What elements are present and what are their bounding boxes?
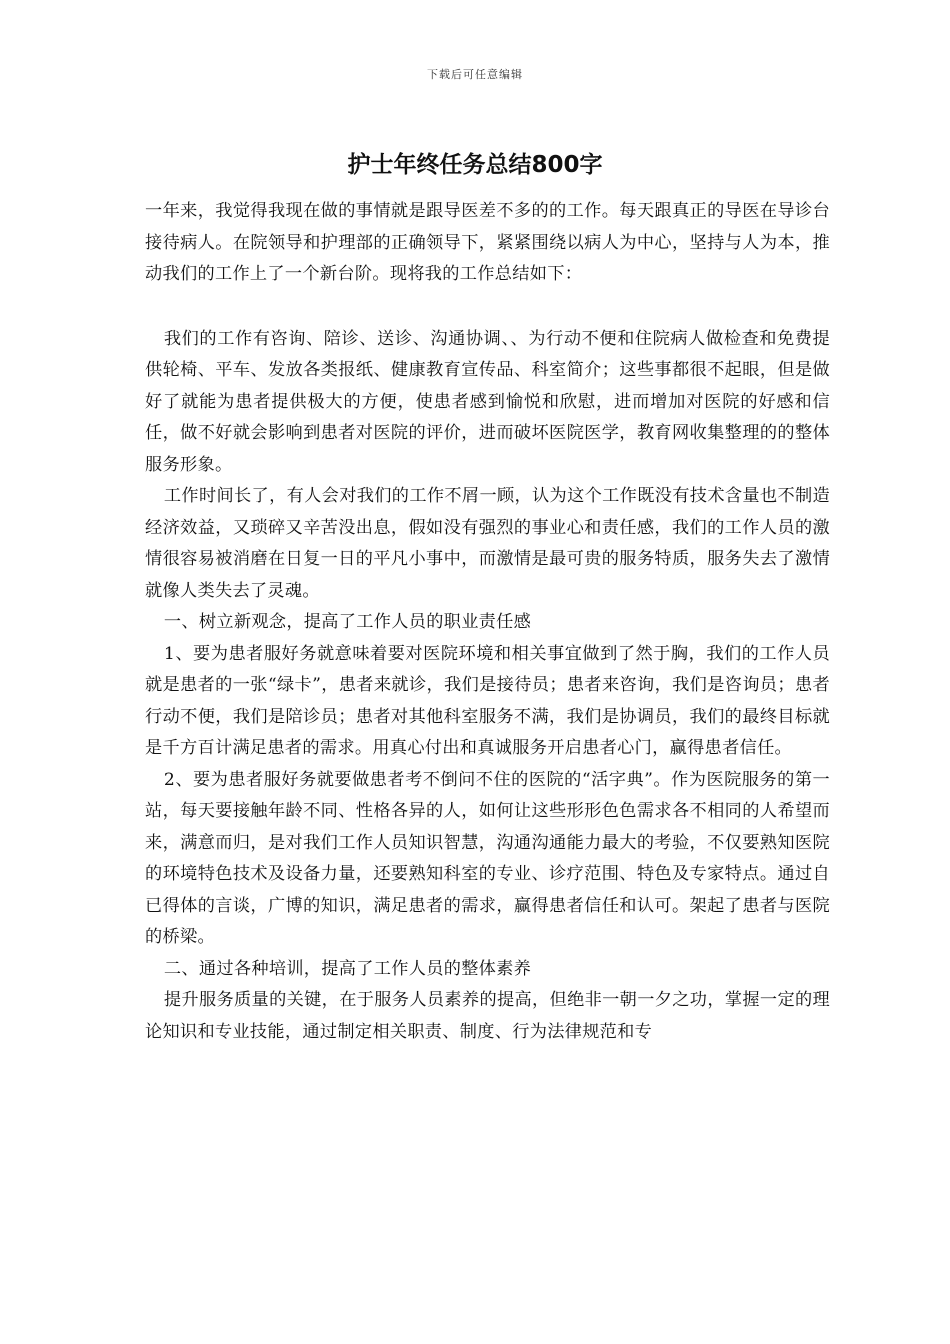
paragraph-item-2: 2、要为患者服好务就要做患者考不倒问不住的医院的“活字典”。作为医院服务的第一站，每天要接触年龄不同、性格各异的人，如何让这些形形色色需求各不相同的人希望而来，满意而归，是对我们工作人员知识智慧，沟通沟通能力最大的考验，不仅要熟知医院的环境特色技术及设备力量，还要熟知科室的专业、诊疗范围、特色及专家特点。通过自已得体的言谈，广博的知识，满足患者的需求，赢得患者信任和认可。架起了患者与医院的桥梁。 — [145, 769, 830, 947]
document-body — [145, 196, 830, 1048]
paragraph-gap — [145, 291, 830, 324]
paragraph-passion: 工作时间长了，有人会对我们的工作不屑一顾，认为这个工作既没有技术含量也不制造经济效益，又琐碎又辛苦没出息，假如没有强烈的事业心和责任感，我们的工作人员的激情很容易被消磨在日复一日的平凡小事中，而激情是最可贵的服务特质，服务失去了激情就像人类失去了灵魂。 — [145, 486, 830, 601]
paragraph-intro: 一年来，我觉得我现在做的事情就是跟导医差不多的的工作。每天跟真正的导医在导诊台接待病人。在院领导和护理部的正确领导下，紧紧围绕以病人为中心，坚持与人为本，推动我们的工作上了一个新台阶。现将我的工作总结如下： — [145, 201, 830, 284]
paragraph-item-1: 1、要为患者服好务就意味着要对医院环境和相关事宜做到了然于胸，我们的工作人员就是患者的一张“绿卡”，患者来就诊，我们是接待员；患者来咨询，我们是咨询员；患者行动不便，我们是陪诊员；患者对其他科室服务不满，我们是协调员，我们的最终目标就是千方百计满足患者的需求。用真心付出和真诚服务开启患者心门，赢得患者信任。 — [145, 643, 830, 758]
document-title: 护士年终任务总结800字 — [347, 152, 603, 178]
section-heading-2: 二、通过各种培训，提高了工作人员的整体素养 — [163, 958, 532, 979]
paragraph-duties: 我们的工作有咨询、陪诊、送诊、沟通协调、、为行动不便和住院病人做检查和免费提供轮椅、平车、发放各类报纸、健康教育宣传品、科室简介；这些事都很不起眼，但是做好了就能为患者提供极大的方便，使患者感到愉悦和欣慰，进而增加对医院的好感和信任，做不好就会影响到患者对医院的评价，进而破坏医院医学，教育网收集整理的的整体服务形象。 — [145, 328, 830, 475]
header-note: 下载后可任意编辑 — [427, 68, 523, 81]
paragraph-training: 提升服务质量的关键，在于服务人员素养的提高，但绝非一朝一夕之功，掌握一定的理论知识和专业技能，通过制定相关职责、制度、行为法律规范和专 — [145, 990, 830, 1042]
section-heading-1: 一、树立新观念，提高了工作人员的职业责任感 — [163, 612, 532, 632]
